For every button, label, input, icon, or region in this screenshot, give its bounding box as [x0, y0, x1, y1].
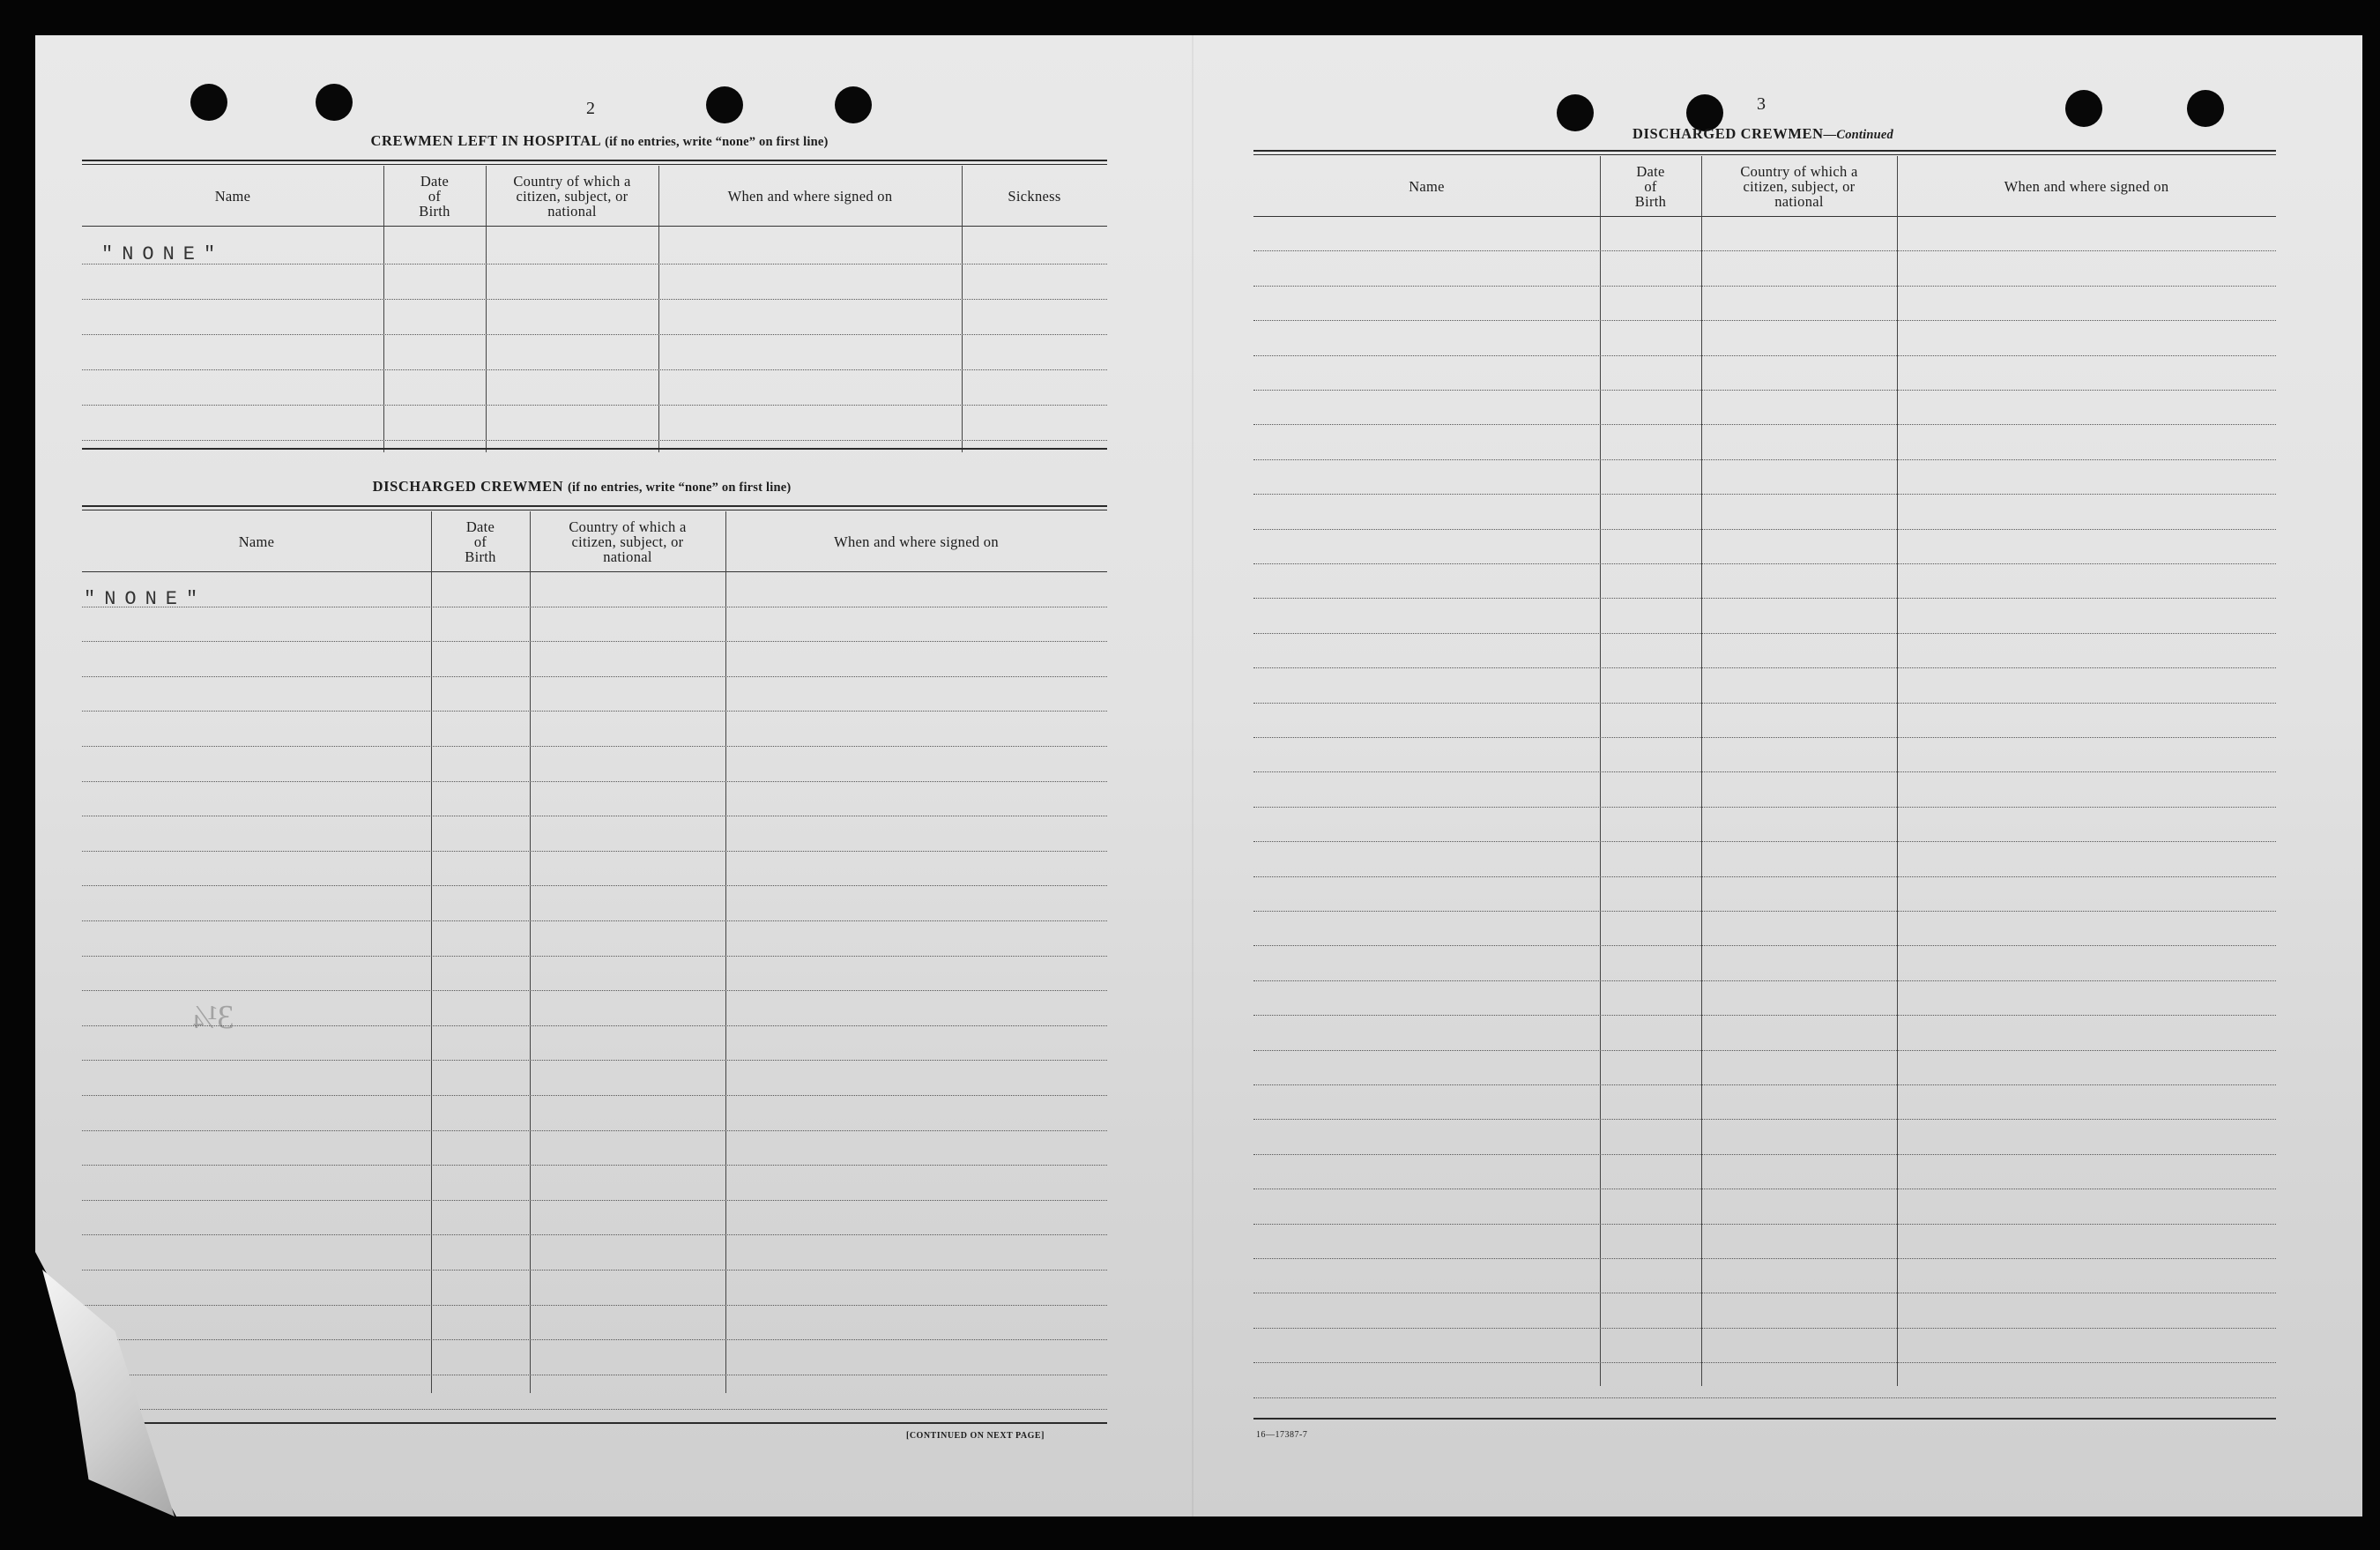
table-row — [82, 299, 1107, 335]
discharged-continued-title — [1516, 125, 2010, 143]
section-title-text: CREWMEN LEFT IN HOSPITAL — [370, 132, 601, 149]
table-row — [82, 851, 1107, 887]
column-header-name: Name — [214, 187, 251, 205]
table-row — [82, 1234, 1107, 1271]
punch-hole — [2065, 90, 2102, 127]
table-row — [82, 1305, 1107, 1341]
table-row — [82, 990, 1107, 1026]
form-number: 16—17387-7 — [1256, 1430, 1308, 1440]
table-row — [1253, 737, 2276, 772]
punch-hole — [316, 84, 353, 121]
page-number: 2 — [586, 99, 595, 118]
table-row — [82, 1025, 1107, 1062]
table-row — [82, 746, 1107, 782]
table-row — [1253, 563, 2276, 599]
column-header-country: Country of which a citizen, subject, or national — [569, 518, 687, 565]
table-row — [1253, 598, 2276, 633]
table-row — [1253, 1050, 2276, 1085]
bleed-through-mark: 3¼ — [192, 999, 234, 1036]
table-row — [1253, 1258, 2276, 1293]
table-row — [1253, 459, 2276, 495]
hospital-section-title — [282, 132, 917, 150]
discharged-table — [82, 505, 1107, 1428]
table-header — [82, 166, 1107, 227]
table-row — [82, 641, 1107, 677]
table-header — [82, 511, 1107, 572]
section-title-suffix: —Continued — [1823, 128, 1893, 142]
column-header-date-of-birth: Date of Birth — [419, 172, 450, 220]
table-row — [1253, 250, 2276, 286]
table-row — [82, 607, 1107, 643]
table-row — [82, 369, 1107, 406]
table-row — [1253, 1362, 2276, 1397]
table-row — [82, 1200, 1107, 1236]
section-note: (if no entries, write “none” on first line) — [605, 135, 829, 149]
table-row — [1253, 703, 2276, 738]
table-row — [1253, 1224, 2276, 1259]
hospital-table — [82, 160, 1107, 452]
table-row — [82, 920, 1107, 957]
section-title-text: DISCHARGED CREWMEN — [372, 478, 564, 495]
table-header — [1253, 156, 2276, 217]
table-row — [82, 781, 1107, 817]
table-row — [82, 334, 1107, 370]
table-row — [82, 885, 1107, 921]
table-row — [1253, 841, 2276, 876]
table-row — [82, 1165, 1107, 1201]
column-header-signed-on: When and where signed on — [2004, 177, 2169, 195]
table-row — [82, 1339, 1107, 1375]
discharged-section-title — [264, 478, 899, 496]
table-row — [82, 264, 1107, 300]
column-header-date-of-birth: Date of Birth — [1634, 162, 1667, 210]
table-row — [82, 956, 1107, 992]
table-row — [1253, 216, 2276, 251]
table-row — [82, 816, 1107, 852]
table-row — [1253, 1154, 2276, 1189]
punch-hole — [835, 86, 872, 123]
table-row — [1253, 1293, 2276, 1328]
table-row — [1253, 980, 2276, 1016]
table-row — [82, 676, 1107, 712]
table-row — [1253, 494, 2276, 529]
table-row — [82, 1375, 1107, 1411]
table-row — [1253, 667, 2276, 703]
column-header-signed-on: When and where signed on — [834, 533, 999, 550]
section-title-text: DISCHARGED CREWMEN — [1633, 125, 1824, 142]
table-row — [82, 711, 1107, 747]
table-row — [82, 405, 1107, 441]
page-number: 3 — [1757, 94, 1766, 114]
table-row — [82, 1060, 1107, 1096]
table-row — [1253, 320, 2276, 355]
table-row — [1253, 529, 2276, 564]
table-row — [1253, 1119, 2276, 1154]
punch-hole — [2187, 90, 2224, 127]
table-row — [1253, 1328, 2276, 1363]
table-row — [1253, 1189, 2276, 1224]
table-row — [82, 226, 1107, 265]
continued-note: [CONTINUED ON NEXT PAGE] — [906, 1431, 1045, 1441]
table-row — [82, 1270, 1107, 1306]
page-fold — [1192, 35, 1194, 1516]
table-row — [82, 1095, 1107, 1131]
table-row — [1253, 390, 2276, 425]
punch-hole — [706, 86, 743, 123]
column-header-name: Name — [1409, 177, 1445, 195]
column-header-date-of-birth: Date of Birth — [465, 518, 496, 565]
column-header-name: Name — [238, 533, 275, 550]
column-header-signed-on: When and where signed on — [727, 187, 893, 205]
section-note: (if no entries, write “none” on first line) — [567, 481, 792, 495]
table-row — [1253, 1084, 2276, 1120]
table-row — [1253, 286, 2276, 321]
discharged-continued-table — [1253, 150, 2276, 1421]
table-row — [1253, 633, 2276, 668]
table-row — [1253, 807, 2276, 842]
column-header-country: Country of which a citizen, subject, or national — [1740, 162, 1858, 210]
table-row — [1253, 876, 2276, 912]
name-entry: "NONE" — [84, 588, 207, 610]
table-row — [1253, 355, 2276, 391]
punch-hole — [190, 84, 227, 121]
column-header-country: Country of which a citizen, subject, or national — [513, 172, 631, 220]
table-row — [1253, 945, 2276, 980]
table-row — [1253, 1015, 2276, 1050]
table-row — [1253, 911, 2276, 946]
column-header-sickness: Sickness — [1008, 187, 1061, 205]
table-row — [82, 1130, 1107, 1166]
table-row — [1253, 424, 2276, 459]
name-entry: "NONE" — [101, 243, 225, 265]
table-row — [1253, 771, 2276, 807]
table-row — [82, 571, 1107, 607]
